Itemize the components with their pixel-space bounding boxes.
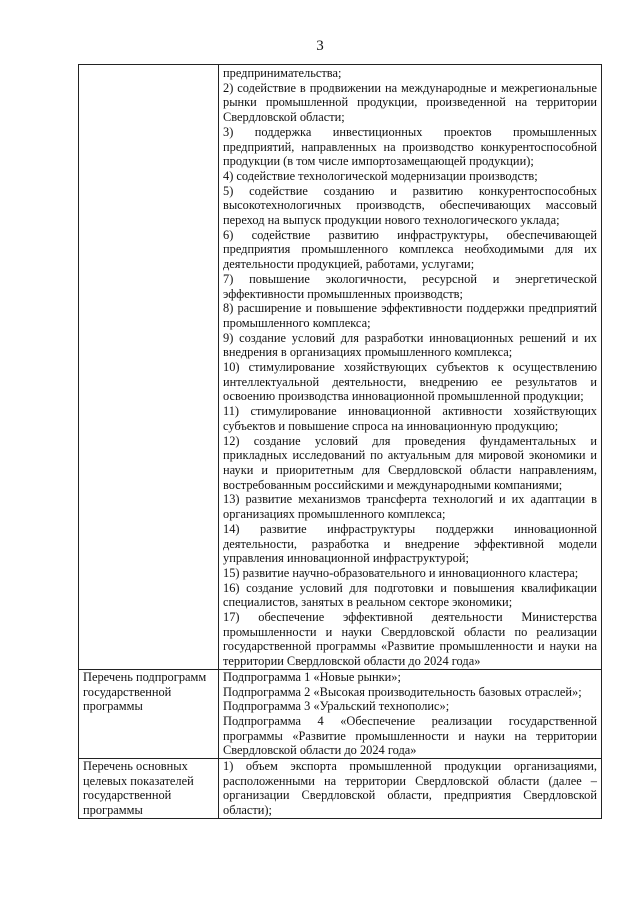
row-content: [219, 669, 602, 758]
list-item: 9) создание условий для разработки инновационных решений и их внедрения в организациях промышленного комплекса;: [223, 330, 597, 360]
list-item: 13) развитие механизмов трансферта технологий и их адаптации в организациях промышленного комплекса;: [223, 492, 597, 522]
list-item: 4) содействие технологической модернизации производств;: [223, 168, 538, 183]
list-item: 14) развитие инфраструктуры поддержки инновационной деятельности, разработка и внедрение эффективной модели управления инновационной инфраструктурой;: [223, 521, 597, 566]
list-item: 7) повышение экологичности, ресурсной и энергетической эффективности промышленных производств;: [223, 271, 597, 301]
page-number: 3: [316, 38, 324, 54]
list-item: Подпрограмма 2 «Высокая производительность базовых отраслей»;: [223, 684, 582, 699]
list-item: Подпрограмма 4 «Обеспечение реализации государственной программы «Развитие промышленности и науки на территории Свердловской области до 2024 года»: [223, 713, 597, 758]
list-item: 11) стимулирование инновационной активности хозяйствующих субъектов и повышение спроса на инновационную продукцию;: [223, 404, 597, 433]
program-passport-table: [78, 64, 602, 819]
list-item: 16) создание условий для подготовки и повышения квалификации специалистов, занятых в реальном секторе экономики;: [223, 580, 597, 610]
list-item: 5) содействие созданию и развитию конкурентоспособных высокотехнологичных производств, обеспечивающих массовый переход на выпуск продукции нового технологического уклада;: [223, 183, 597, 228]
table-row: [79, 65, 602, 670]
list-item: 15) развитие научно-образовательного и инновационного кластера;: [223, 565, 579, 580]
list-item: Подпрограмма 3 «Уральский технополис»;: [223, 699, 450, 714]
row-content: [219, 759, 602, 819]
list-item: 6) содействие развитию инфраструктуры, обеспечивающей предприятия промышленного комплекса необходимыми для их деятельности продукцией, работами, услугами;: [223, 227, 597, 272]
list-item: 3) поддержка инвестиционных проектов промышленных предприятий, направленных на производство конкурентоспособной продукции (в том числе импортозамещающей продукции);: [223, 124, 597, 169]
list-item: 12) создание условий для проведения фундаментальных и прикладных исследований по актуальным для мировой экономики и науки и приоритетным для Свердловской области направлениям, востребованным российскими и международными компаниями;: [223, 433, 597, 492]
list-item: 1) объем экспорта промышленной продукции организациями, расположенными на территории Свердловской области (далее – организации Свердловской области, предприятия Свердловской области);: [223, 759, 597, 818]
list-item: 2) содействие в продвижении на международные и межрегиональные рынки промышленной продукции, произведенной на территории Свердловской области;: [223, 80, 597, 125]
row-label: Перечень основных целевых показателей государственной программы: [79, 759, 219, 819]
row-label: Перечень подпрограмм государственной программы: [79, 669, 219, 758]
list-item: 10) стимулирование хозяйствующих субъектов к осуществлению интеллектуальной деятельности, внедрению ее результатов и освоению производства инновационной промышленной продукции;: [223, 360, 597, 404]
list-item: Подпрограмма 1 «Новые рынки»;: [223, 669, 401, 684]
row-label: [79, 65, 219, 670]
row-content: [219, 65, 602, 670]
list-item: предпринимательства;: [223, 66, 342, 80]
table-row: [79, 759, 602, 819]
list-item: 17) обеспечение эффективной деятельности Министерства промышленности и науки Свердловской области по реализации государственной программы «Развитие промышленности и науки на территории Свердловской области до 2024 года»: [223, 610, 597, 669]
table-row: [79, 669, 602, 758]
list-item: 8) расширение и повышение эффективности поддержки предприятий промышленного комплекса;: [223, 301, 597, 330]
